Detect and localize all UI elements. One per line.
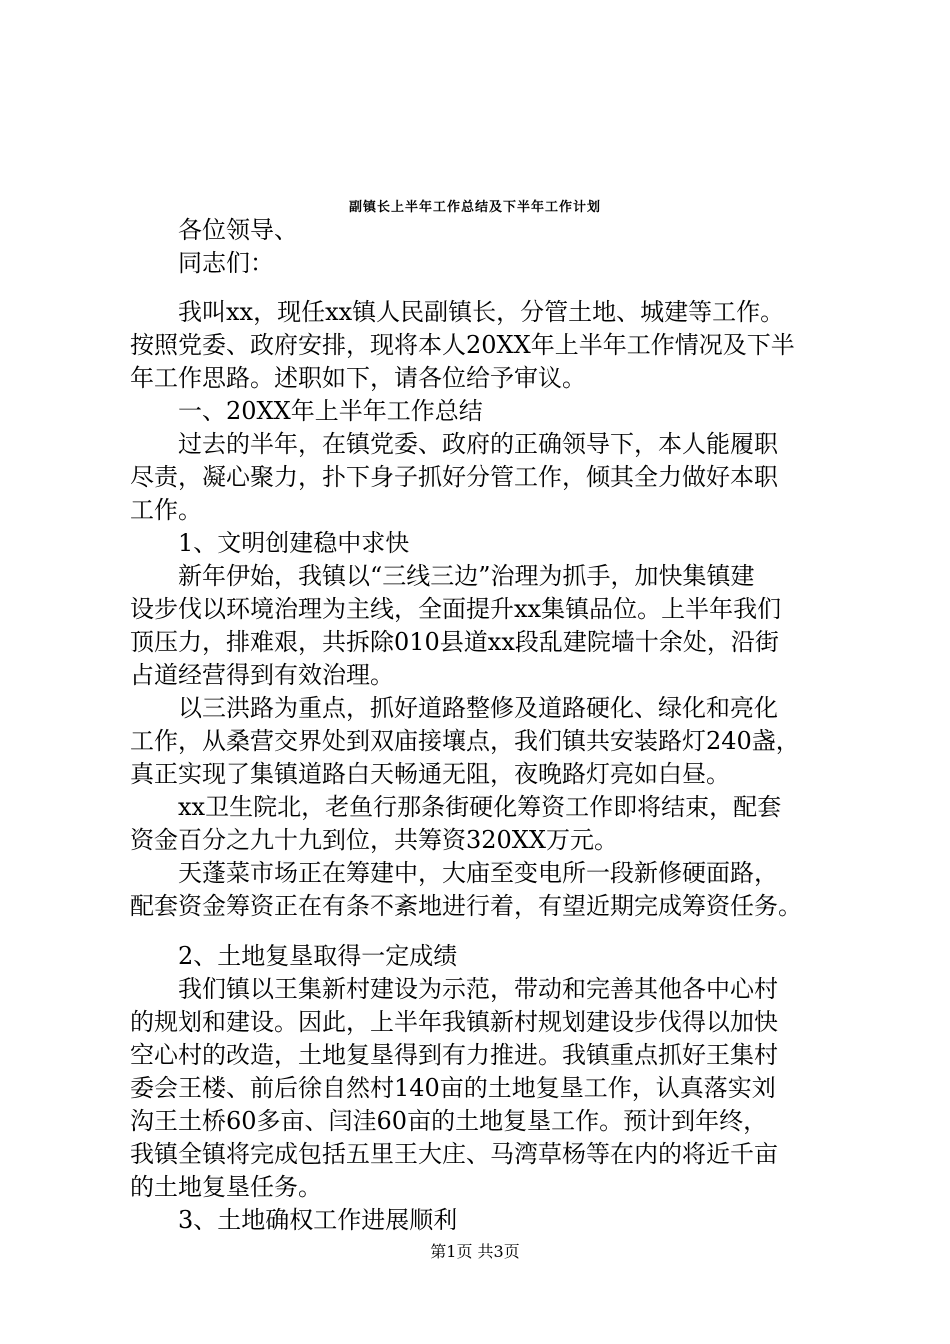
- paragraph-line: 天蓬菜市场正在筹建中，大庙至变电所一段新修硬面路，: [178, 859, 778, 887]
- paragraph-line: 我镇全镇将完成包括五里王大庄、马湾草杨等在内的将近千亩: [130, 1140, 778, 1168]
- paragraph-line: 配套资金筹资正在有条不紊地进行着，有望近期完成筹资任务。: [130, 892, 802, 920]
- paragraph-line: 新年伊始，我镇以“三线三边”治理为抓手，加快集镇建: [178, 562, 755, 590]
- section-heading: 一、20XX年上半年工作总结: [178, 397, 483, 425]
- paragraph-line: 资金百分之九十九到位，共筹资320XX万元。: [130, 826, 618, 854]
- paragraph-line: 按照党委、政府安排，现将本人20XX年上半年工作情况及下半: [130, 331, 795, 359]
- paragraph-line: 过去的半年，在镇党委、政府的正确领导下，本人能履职: [178, 430, 778, 458]
- paragraph-line: 尽责，凝心聚力，扑下身子抓好分管工作，倾其全力做好本职: [130, 463, 778, 491]
- paragraph-line: 的土地复垦任务。: [130, 1173, 322, 1201]
- paragraph-line: 以三洪路为重点，抓好道路整修及道路硬化、绿化和亮化: [178, 694, 778, 722]
- subsection-heading: 2、土地复垦取得一定成绩: [178, 942, 458, 970]
- paragraph-line: xx卫生院北，老鱼行那条街硬化筹资工作即将结束，配套: [178, 793, 782, 821]
- paragraph-line: 委会王楼、前后徐自然村140亩的土地复垦工作，认真落实刘: [130, 1074, 776, 1102]
- paragraph-line: 真正实现了集镇道路白天畅通无阻，夜晚路灯亮如白昼。: [130, 760, 730, 788]
- salutation-line: 同志们：: [178, 249, 274, 277]
- paragraph-line: 空心村的改造，土地复垦得到有力推进。我镇重点抓好王集村: [130, 1041, 778, 1069]
- subsection-heading: 1、文明创建稳中求快: [178, 529, 410, 557]
- document-title: 副镇长上半年工作总结及下半年工作计划: [348, 200, 601, 215]
- paragraph-line: 我们镇以王集新村建设为示范，带动和完善其他各中心村: [178, 975, 778, 1003]
- paragraph-line: 年工作思路。述职如下，请各位给予审议。: [130, 364, 586, 392]
- paragraph-line: 工作，从桑营交界处到双庙接壤点，我们镇共安装路灯240盏，: [130, 727, 800, 755]
- paragraph-line: 我叫xx，现任xx镇人民副镇长，分管土地、城建等工作。: [178, 298, 785, 326]
- subsection-heading: 3、土地确权工作进展顺利: [178, 1206, 458, 1234]
- paragraph-line: 设步伐以环境治理为主线，全面提升xx集镇品位。上半年我们: [130, 595, 782, 623]
- page-footer: 第1页 共3页: [430, 1242, 520, 1261]
- paragraph-line: 沟王土桥60多亩、闫洼60亩的土地复垦工作。预计到年终，: [130, 1107, 768, 1135]
- salutation-line: 各位领导、: [178, 216, 298, 244]
- paragraph-line: 顶压力，排难艰，共拆除010县道xx段乱建院墙十余处，沿街: [130, 628, 779, 656]
- paragraph-line: 占道经营得到有效治理。: [130, 661, 394, 689]
- paragraph-line: 工作。: [130, 496, 202, 524]
- paragraph-line: 的规划和建设。因此，上半年我镇新村规划建设步伐得以加快: [130, 1008, 778, 1036]
